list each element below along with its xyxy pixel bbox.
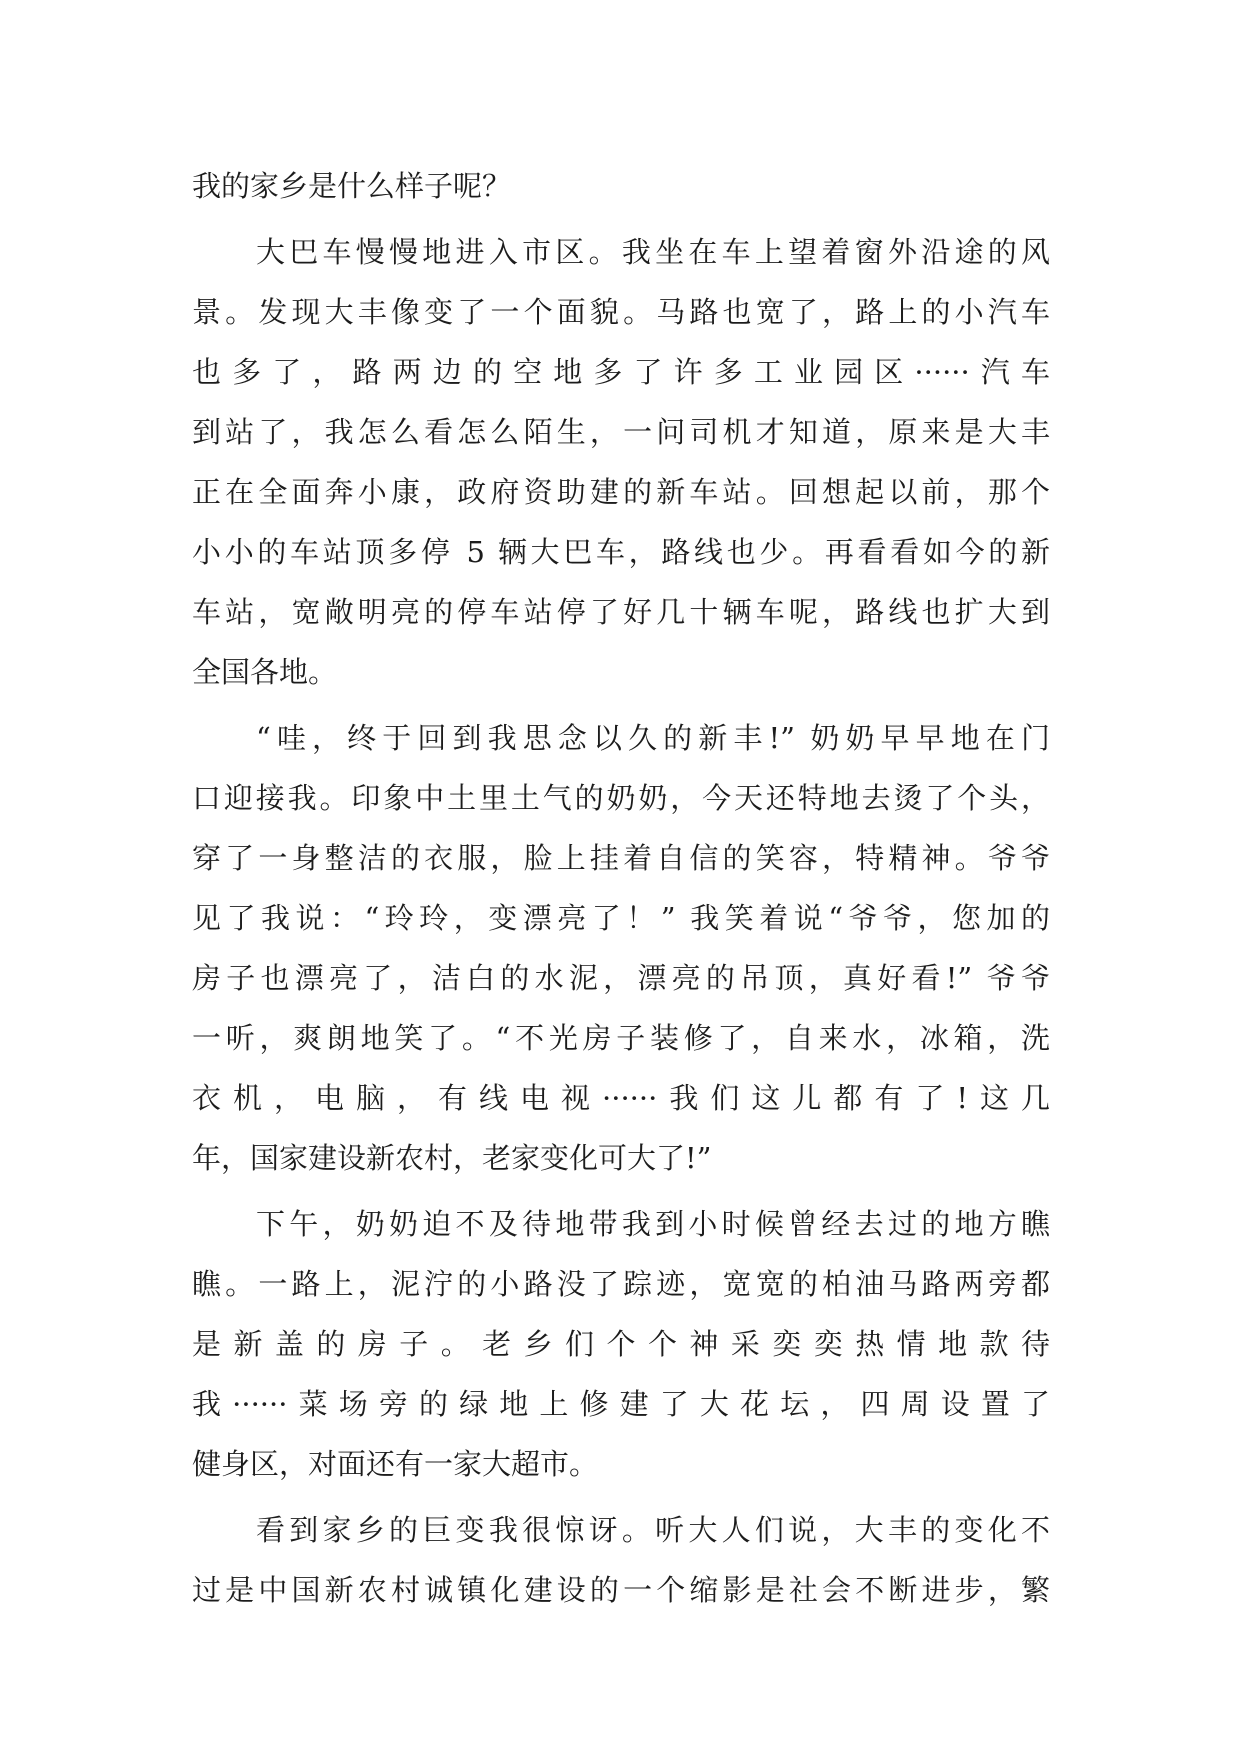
paragraph-2 xyxy=(192,222,1050,702)
text-line: 是新盖的房子。老乡们个个神采奕奕热情地款待 xyxy=(192,1327,1050,1361)
paragraph-1 xyxy=(192,156,1050,216)
text-line: 房子也漂亮了，洁白的水泥，漂亮的吊顶，真好看!” 爷爷 xyxy=(192,961,1050,995)
text-line: 景。发现大丰像变了一个面貌。马路也宽了，路上的小汽车 xyxy=(192,295,1050,329)
text-line: 一听，爽朗地笑了。“不光房子装修了，自来水，冰箱，洗 xyxy=(192,1021,1050,1055)
text-line: 我的家乡是什么样子呢？ xyxy=(192,169,512,203)
text-line: 我······菜场旁的绿地上修建了大花坛，四周设置了 xyxy=(192,1387,1050,1421)
text-line: 小小的车站顶多停 5 辆大巴车，路线也少。再看看如今的新 xyxy=(192,535,1050,569)
text-line: 车站，宽敞明亮的停车站停了好几十辆车呢，路线也扩大到 xyxy=(192,595,1050,629)
text-line: 口迎接我。印象中土里土气的奶奶，今天还特地去烫了个头， xyxy=(192,781,1050,815)
text-line: 健身区，对面还有一家大超市。 xyxy=(192,1447,599,1481)
text-line: 全国各地。 xyxy=(192,655,338,689)
paragraph-3 xyxy=(192,708,1050,1188)
text-line: 瞧。一路上，泥泞的小路没了踪迹，宽宽的柏油马路两旁都 xyxy=(192,1267,1050,1301)
text-line: 也多了，路两边的空地多了许多工业园区······汽车 xyxy=(192,355,1050,389)
text-line: 穿了一身整洁的衣服，脸上挂着自信的笑容，特精神。爷爷 xyxy=(192,841,1050,875)
text-line: 见了我说：“玲玲，变漂亮了！” 我笑着说“爷爷，您加的 xyxy=(192,901,1050,935)
paragraph-4 xyxy=(192,1194,1050,1494)
text-line: “哇，终于回到我思念以久的新丰!” 奶奶早早地在门 xyxy=(256,721,1050,755)
text-line: 大巴车慢慢地进入市区。我坐在车上望着窗外沿途的风 xyxy=(256,235,1050,269)
text-line: 下午，奶奶迫不及待地带我到小时候曾经去过的地方瞧 xyxy=(256,1207,1050,1241)
essay-body xyxy=(192,156,1050,1620)
text-line: 衣机，电脑，有线电视······我们这儿都有了!这几 xyxy=(192,1081,1050,1115)
text-line: 年，国家建设新农村，老家变化可大了!” xyxy=(192,1141,712,1175)
text-line: 看到家乡的巨变我很惊讶。听大人们说，大丰的变化不 xyxy=(256,1513,1050,1547)
text-line: 正在全面奔小康，政府资助建的新车站。回想起以前，那个 xyxy=(192,475,1050,509)
text-line: 过是中国新农村诚镇化建设的一个缩影是社会不断进步，繁 xyxy=(192,1573,1050,1607)
text-line: 到站了，我怎么看怎么陌生，一问司机才知道，原来是大丰 xyxy=(192,415,1050,449)
paragraph-5 xyxy=(192,1500,1050,1620)
